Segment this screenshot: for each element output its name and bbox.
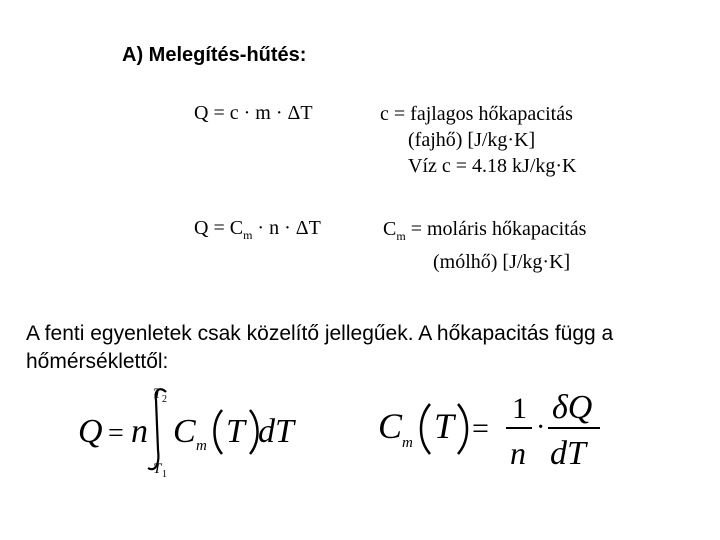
molar-heat-formula-svg	[372, 380, 622, 490]
integral-formula-svg	[72, 380, 312, 490]
definition-molar-heat	[383, 216, 586, 275]
section-heading: A) Melegítés-hűtés:	[122, 44, 307, 66]
left-paren-icon	[215, 410, 223, 454]
formula-dT: dT	[258, 413, 294, 450]
right-paren-icon	[250, 410, 258, 454]
right-paren-icon	[458, 404, 467, 454]
fraction-numerator-dQ: δQ	[552, 389, 593, 426]
molar-heat-formula	[372, 380, 622, 490]
formula-equals: =	[472, 412, 489, 445]
fraction-denominator-dT: dT	[550, 435, 586, 472]
formula-equals: =	[108, 418, 124, 449]
formula-n: n	[131, 413, 148, 450]
integral-lower-sub: 1	[162, 469, 167, 480]
integral-upper-limit: T	[153, 386, 162, 402]
fraction-numerator-1: 1	[512, 392, 527, 425]
formula-dot: ·	[536, 412, 546, 443]
integral-formula	[72, 380, 312, 490]
formula-C: C	[173, 413, 196, 450]
formula-T: T	[226, 413, 245, 450]
definition-line: $C_m$ = moláris hőkapacitás	[383, 218, 587, 243]
formula-C: C	[378, 406, 403, 446]
formula-T: T	[434, 406, 455, 446]
body-paragraph: A fenti egyenletek csak közelítő jellegűek. A hőkapacitás függ a hőmérséklettől:	[26, 322, 614, 373]
integral-lower-limit: T	[153, 461, 162, 477]
formula-C-sub: m	[402, 435, 413, 451]
fraction-denominator-n: n	[510, 435, 526, 471]
definition-line: Víz c = 4.18 kJ/kg·K	[408, 155, 577, 177]
integral-upper-sub: 2	[162, 394, 167, 405]
definition-line: c = fajlagos hőkapacitás	[380, 103, 573, 125]
definition-specific-heat	[380, 101, 576, 179]
definition-line: (fajhő) [J/kg·K]	[408, 129, 536, 151]
formula-C-sub: m	[196, 438, 207, 454]
equation-heat-molar: $Q = C_m \cdot n \cdot \Delta T$	[194, 217, 321, 242]
equation-heat-specific: Q = c · m · ΔT	[194, 102, 313, 124]
left-paren-icon	[421, 404, 430, 454]
formula-Q: Q	[78, 413, 103, 450]
definition-line: (mólhő) [J/kg·K]	[433, 251, 571, 273]
